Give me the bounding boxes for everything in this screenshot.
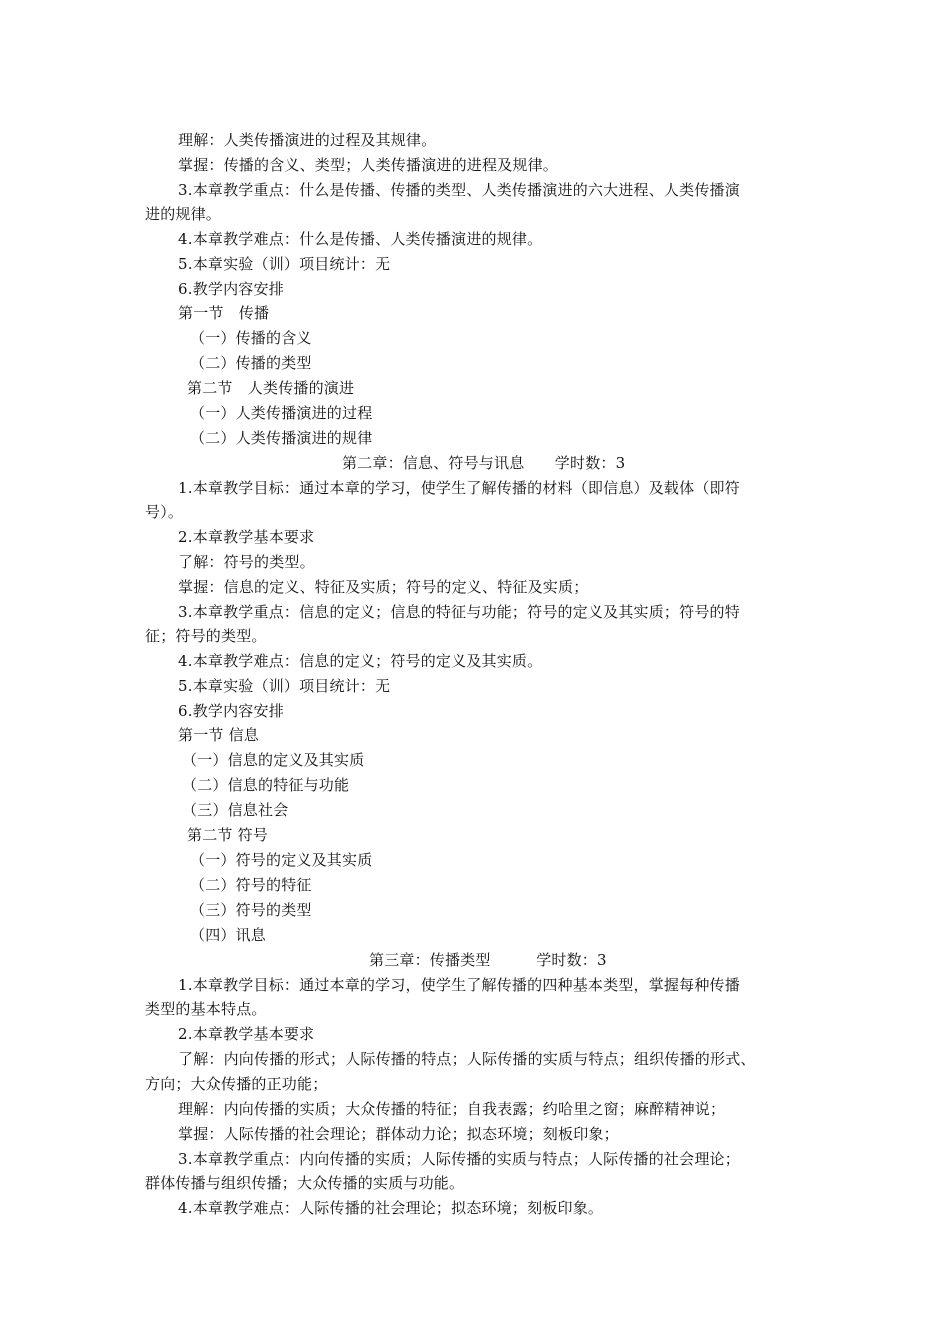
text-line: 3.本章教学重点：什么是传播、传播的类型、人类传播演进的六大进程、人类传播演 [178, 181, 740, 199]
text-line: 2.本章教学基本要求 [178, 528, 315, 546]
text-line: 理解：人类传播演进的过程及其规律。 [178, 131, 437, 149]
text-line: 掌握：人际传播的社会理论；群体动力论；拟态环境；刻板印象； [178, 1125, 619, 1143]
text-line: 4.本章教学难点：什么是传播、人类传播演进的规律。 [178, 230, 543, 248]
list-item: （一）传播的含义 [190, 329, 312, 347]
text-line: 5.本章实验（训）项目统计：无 [178, 255, 391, 273]
list-item: （二）信息的特征与功能 [182, 776, 350, 794]
text-line: 了解：符号的类型。 [178, 553, 315, 571]
text-line: 5.本章实验（训）项目统计：无 [178, 677, 391, 695]
section-heading: 第一节 传播 [178, 304, 270, 322]
text-line: 4.本章教学难点：人际传播的社会理论；拟态环境；刻板印象。 [178, 1199, 604, 1217]
text-line: 群体传播与组织传播；大众传播的实质与功能。 [145, 1174, 465, 1192]
list-item: （四）讯息 [190, 926, 267, 944]
text-line: 理解：内向传播的实质；大众传播的特征；自我表露；约哈里之窗；麻醉精神说； [178, 1100, 726, 1118]
text-line: 4.本章教学难点：信息的定义；符号的定义及其实质。 [178, 652, 543, 670]
text-line: 进的规律。 [145, 205, 222, 223]
text-line: 类型的基本特点。 [145, 1000, 267, 1018]
list-item: （一）信息的定义及其实质 [182, 751, 365, 769]
chapter-heading: 第三章：传播类型 学时数：3 [369, 951, 607, 969]
text-line: 1.本章教学目标：通过本章的学习，使学生了解传播的四种基本类型，掌握每种传播 [178, 976, 740, 994]
text-line: 2.本章教学基本要求 [178, 1025, 315, 1043]
text-line: 方向；大众传播的正功能； [145, 1075, 328, 1093]
text-line: 号）。 [145, 503, 184, 521]
chapter-heading: 第二章：信息、符号与讯息 学时数：3 [342, 454, 626, 472]
section-heading: 第一节 信息 [178, 726, 259, 744]
section-heading: 第二节 人类传播的演进 [187, 379, 355, 397]
list-item: （二）符号的特征 [190, 876, 312, 894]
text-line: 3.本章教学重点：信息的定义；信息的特征与功能；符号的定义及其实质；符号的特 [178, 603, 740, 621]
text-line: 3.本章教学重点：内向传播的实质；人际传播的实质与特点；人际传播的社会理论； [178, 1150, 740, 1168]
section-heading: 第二节 符号 [187, 826, 268, 844]
list-item: （二）传播的类型 [190, 354, 312, 372]
text-line: 6.教学内容安排 [178, 702, 284, 720]
text-line: 了解：内向传播的形式；人际传播的特点；人际传播的实质与特点；组织传播的形式、 [178, 1050, 756, 1068]
list-item: （三）信息社会 [182, 801, 289, 819]
text-line: 6.教学内容安排 [178, 280, 284, 298]
text-line: 掌握：信息的定义、特征及实质；符号的定义、特征及实质； [178, 578, 589, 596]
list-item: （一）人类传播演进的过程 [190, 404, 373, 422]
text-line: 征；符号的类型。 [145, 627, 267, 645]
text-line: 1.本章教学目标：通过本章的学习，使学生了解传播的材料（即信息）及载体（即符 [178, 479, 740, 497]
list-item: （三）符号的类型 [190, 901, 312, 919]
list-item: （二）人类传播演进的规律 [190, 429, 373, 447]
list-item: （一）符号的定义及其实质 [190, 851, 373, 869]
text-line: 掌握：传播的含义、类型；人类传播演进的进程及规律。 [178, 156, 559, 174]
